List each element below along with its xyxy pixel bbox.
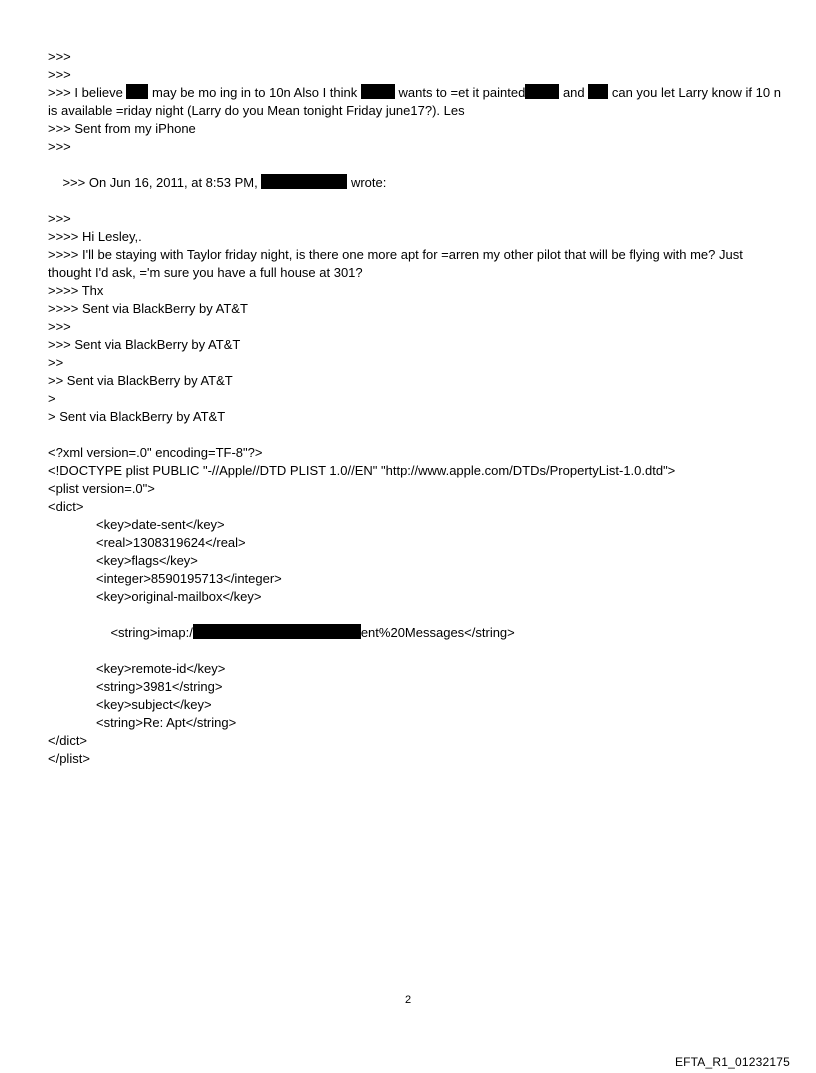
plist-entry-mailbox [48, 606, 788, 660]
reply-header-line [48, 156, 788, 210]
doctype-line: <!DOCTYPE plist PUBLIC "-//Apple//DTD PLIST 1.0//EN" "http://www.apple.com/DTDs/PropertyList-1.0.dtd"> [48, 463, 676, 478]
text-segment: and [559, 85, 589, 100]
plist-entry: <string>3981</string> [96, 679, 223, 694]
plist-entry: <key>original-mailbox</key> [96, 589, 262, 604]
plist-entry: <string>Re: Apt</string> [96, 715, 237, 730]
quote-line: >>> Sent via BlackBerry by AT&T [48, 337, 241, 352]
quote-line: >>> [48, 49, 71, 64]
quote-line: >> Sent via BlackBerry by AT&T [48, 373, 233, 388]
text-segment: >>> I believe [48, 85, 127, 100]
dict-close-tag: </dict> [48, 733, 88, 748]
text-segment: wants to =et it painted [394, 85, 526, 100]
quote-paragraph [48, 84, 788, 120]
plist-entry: <integer>8590195713</integer> [96, 571, 282, 586]
quote-line: >>>> Sent via BlackBerry by AT&T [48, 301, 248, 316]
quote-line: >>>> Hi Lesley,. [48, 229, 142, 244]
redaction-box [525, 84, 559, 99]
redaction-box [588, 84, 608, 99]
quote-line: > Sent via BlackBerry by AT&T [48, 409, 226, 424]
text-segment: <string>imap:/ [110, 625, 193, 640]
email-document [48, 48, 788, 768]
text-segment: >>> On Jun 16, 2011, at 8:53 PM, [62, 175, 262, 190]
redaction-box [126, 84, 148, 99]
plist-open-tag: <plist version=.0"> [48, 481, 155, 496]
text-segment: ent%20Messages</string> [360, 625, 515, 640]
quote-line: >>> [48, 211, 71, 226]
text-segment: wrote: [347, 175, 387, 190]
plist-entry: <key>subject</key> [96, 697, 212, 712]
redaction-box [261, 174, 347, 189]
redaction-box [361, 84, 395, 99]
text-segment: may be mo ing in to 10n Also I think [148, 85, 361, 100]
plist-entry: <key>date-sent</key> [96, 517, 225, 532]
quote-line: > [48, 391, 56, 406]
quote-paragraph: >>>> I'll be staying with Taylor friday night, is there one more apt for =arren my other pilot that will be flying with me? Just thought I'd ask, ='m sure you have a full house at 301? [48, 247, 743, 280]
page-number: 2 [404, 994, 412, 1006]
text-segment: can you let Larry know if 10 n is available =riday night (Larry do you Mean tonight Friday june17?). Les [48, 85, 781, 118]
quote-line: >>>> Thx [48, 283, 104, 298]
plist-entry: <key>flags</key> [96, 553, 198, 568]
quote-line: >>> [48, 67, 71, 82]
plist-entry: <key>remote-id</key> [96, 661, 226, 676]
bates-number: EFTA_R1_01232175 [674, 1055, 790, 1069]
plist-close-tag: </plist> [48, 751, 90, 766]
quote-line: >>> Sent from my iPhone [48, 121, 196, 136]
quote-line: >>> [48, 319, 71, 334]
quote-line: >>> [48, 139, 71, 154]
dict-open-tag: <dict> [48, 499, 84, 514]
quote-line: >> [48, 355, 64, 370]
xml-declaration: <?xml version=.0" encoding=TF-8"?> [48, 445, 263, 460]
plist-entry: <real>1308319624</real> [96, 535, 246, 550]
redaction-box [193, 624, 361, 639]
